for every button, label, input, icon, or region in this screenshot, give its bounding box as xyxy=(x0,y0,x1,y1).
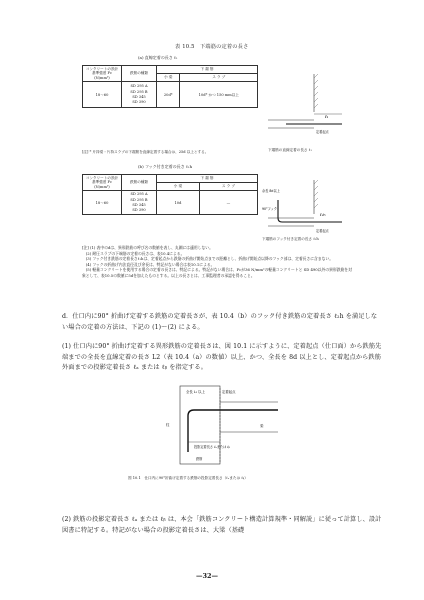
header-b-lower: 下 端 筋 xyxy=(157,175,258,183)
cell-slab-value: 10d* かつ 150 mm以上 xyxy=(180,82,258,108)
paragraph-1: (1) 仕口内に90° 折曲げ定着する異形鉄筋の定着長さは、図 10.1 に示すように、定着起点（仕口面）から鉄筋先端までの全長を直線定着の長さ L2（表 10.4（a）の数値）以上、かつ、全長を 8d 以上とし、定着起点から鉄筋外面までの投影定着長さ ℓₐ または ℓᵦ を指定する。 xyxy=(62,343,382,371)
header-slab: ス ラ ブ xyxy=(180,74,258,82)
figure-a-caption: 下端筋の直線定着の長さ ℓ₁ xyxy=(268,148,312,152)
header-rebar: 鉄筋の種類 xyxy=(122,66,157,82)
fig101-projection: 投影定着長さ ℓₐまたは ℓᵦ xyxy=(194,445,230,449)
page-number: —32— xyxy=(196,572,219,580)
figure-b-hook: 90°フック xyxy=(262,207,277,211)
header-b-concrete: コンクリートの設計基準強度 Fc (N/mm²) xyxy=(83,175,122,191)
fig101-beam: 梁 xyxy=(260,424,264,428)
cell-b-rebars: SD 295 A SD 295 B SD 345 SD 390 xyxy=(122,191,157,215)
figure-a-length-label: ℓ₁ xyxy=(325,114,329,119)
header-b-rebar: 鉄筋の種類 xyxy=(122,175,157,191)
header-beam: 小 梁 xyxy=(157,74,180,82)
cell-strength: 18〜60 xyxy=(83,82,122,108)
table-b xyxy=(82,174,258,215)
table-title: 表 10.5 下端筋の定着の長さ xyxy=(175,44,249,50)
fig101-rebar: 鉄筋 xyxy=(196,457,203,461)
fig101-start: 定着起点 xyxy=(222,390,236,394)
figure-10-1-caption: 図 10.1 仕口内に90°折曲げ定着する鉄筋の投影定着長さ（ℓₐまたは ℓᵦ） xyxy=(128,476,248,480)
notes-block xyxy=(82,245,352,279)
figure-b-start: 定着起点 xyxy=(316,229,329,233)
figure-b-length: ℓ₁h xyxy=(320,212,326,217)
header-concrete: コンクリートの設計基準強度 Fc (N/mm²) xyxy=(83,66,122,82)
note-1: [注] (1) 表中のdは、異形鉄筋の呼び名の数値を表し、丸鋼には適用しない。 xyxy=(82,245,213,250)
header-lower: 下 端 筋 xyxy=(157,66,258,74)
fig101-full-length: 全長 L₂ 以上 xyxy=(186,390,205,394)
figure-b-remainder: 余長 8d以上 xyxy=(262,189,280,193)
figure-b-caption: 下端筋のフック付き定着の長さ ℓ₁h xyxy=(262,237,319,241)
paragraph-2: (2) 鉄筋の投影定着長さ ℓₐ または ℓᵦ は、本会「鉄筋コンクリート構造計算規準・同解説」に従って計算し、設計図書に特記する。特記がない場合の投影定着長さは、大梁（基礎 xyxy=(62,516,382,534)
note-3: (3) フック付き鉄筋の定着長さℓ₁hは、定着起点から鉄筋の折曲げ開始点までの距離とし、折曲げ開始点以降のフック部は、定着長さに含まない。 xyxy=(82,256,334,262)
cell-b-strength: 18〜60 xyxy=(83,191,122,215)
cell-b-slab-value: — xyxy=(199,191,257,215)
note-4: (4) フックの折曲げ内法直径及び余長は、特記がない場合は表10.1による。 xyxy=(82,261,215,267)
table-a xyxy=(82,65,258,108)
figure-a-start-label: 定着起点 xyxy=(316,130,329,134)
cell-rebars: SD 295 A SD 295 B SD 345 SD 390 xyxy=(122,82,157,108)
note-5: (5) 軽量コンクリートを使用する場合の定着の長さは、特記による。特記がない場合は、Fcが36 N/mm²の軽量コンクリートと SD 490以外の異形鉄筋を対象として、表10.5の数値に5dを加えたものとする。以上の長さとは、工事監理者の承認を得ること。 xyxy=(82,267,352,278)
cell-b-beam-value: 10d xyxy=(157,191,200,215)
paragraph-d: d．仕口内に90° 折曲げ定着する鉄筋の定着長さが、表 10.4（b）のフック付き鉄筋の定着長さ ℓ₂h を満足しない場合の定着の方法は、下記の (1)〜(2) による。 xyxy=(62,313,378,331)
figure-a xyxy=(262,70,352,140)
figure-b xyxy=(262,178,352,236)
part-a-note: [注] * 片持梁・片持スラブの下端筋を直線定着する場合は、25d 以上とする。 xyxy=(82,150,209,154)
note-2: (2) 耐圧スラブの下端筋の定着の長さは、表10.4による。 xyxy=(82,250,185,256)
fig101-column: 柱 xyxy=(166,423,170,427)
cell-beam-value: 20d* xyxy=(157,82,180,108)
header-b-beam: 小 梁 xyxy=(157,183,200,191)
part-a-caption: (a) 直線定着の長さ ℓ₁ xyxy=(138,55,178,60)
figure-10-1 xyxy=(150,382,280,470)
header-b-slab: ス ラ ブ xyxy=(199,183,257,191)
part-b-caption: (b) フック付き定着の長さ ℓ₁h xyxy=(138,164,193,169)
